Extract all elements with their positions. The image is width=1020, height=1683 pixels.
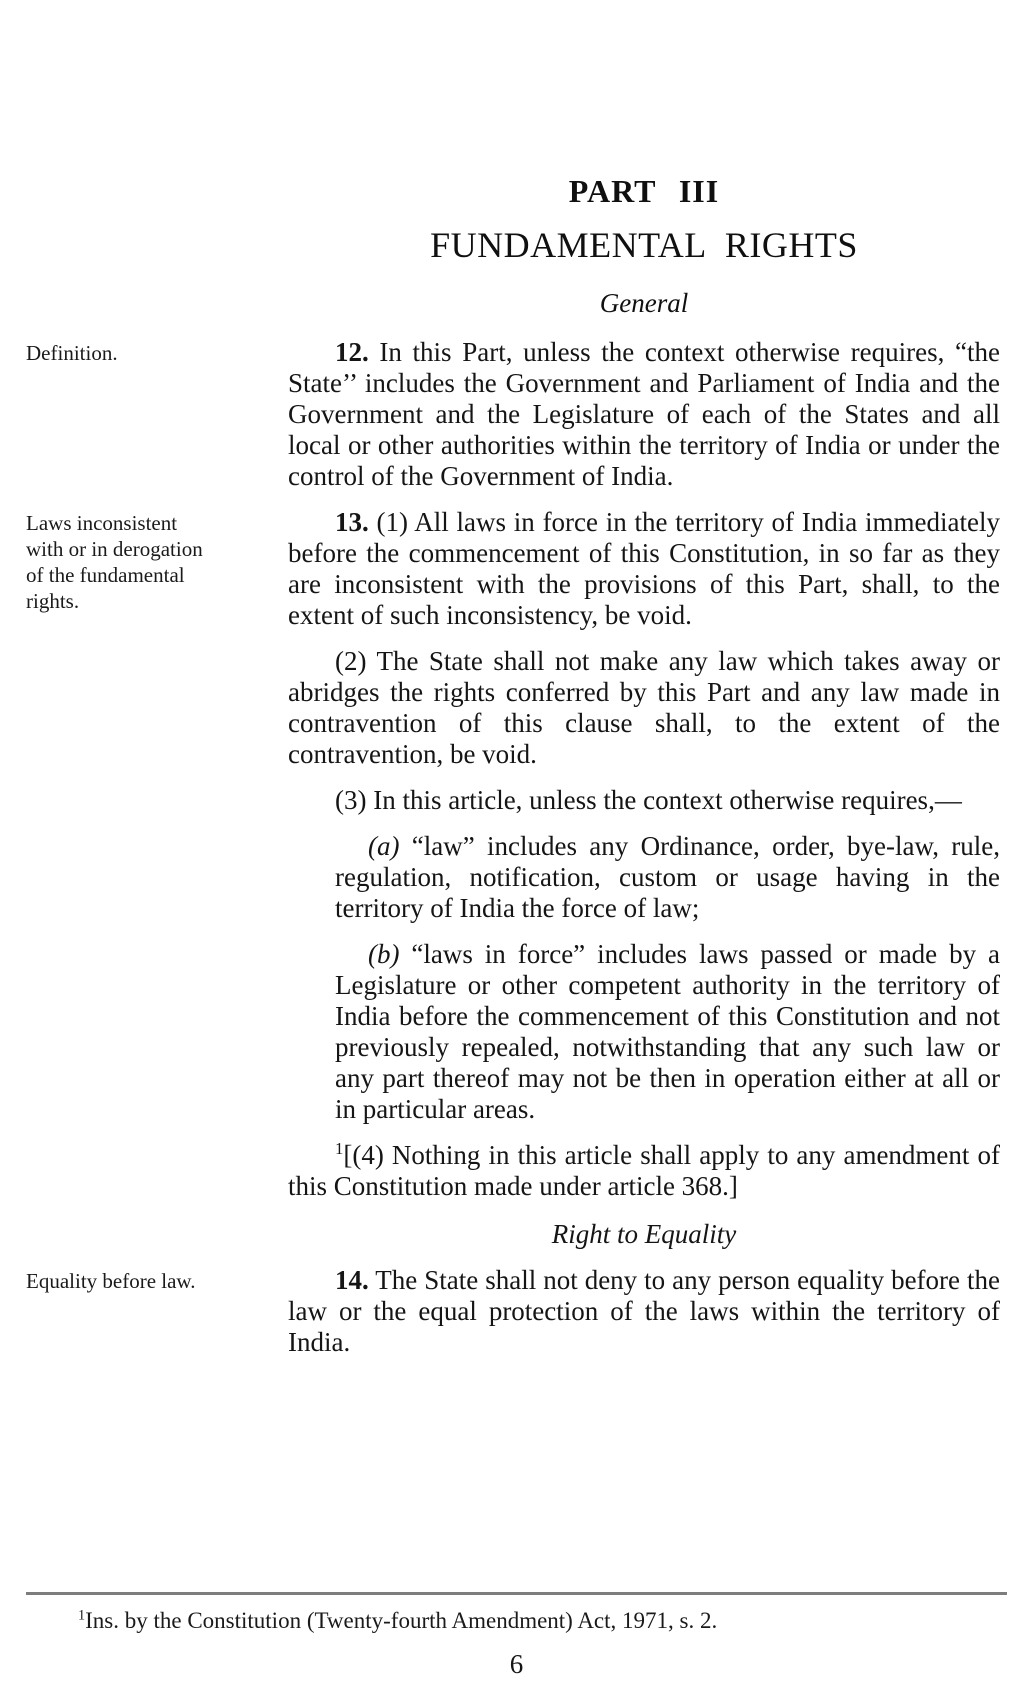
page-header: [288, 175, 1000, 319]
article-14-number: 14.: [335, 1265, 369, 1295]
body-column: [288, 507, 1000, 1265]
article-12-number: 12.: [335, 337, 369, 367]
article-13-clause-3b: [335, 939, 1000, 1125]
article-13-clause-1-text: (1) All laws in force in the territory of India immediately before the commencement of this Constitution, in so far as they are inconsistent with the provisions of this Part, shall, to the extent of such inconsistency, be void.: [288, 507, 1000, 630]
article-14-text: The State shall not deny to any person equality before the law or the equal protection of the laws within the territory of India.: [288, 1265, 1000, 1357]
footnote-superscript: 1: [78, 1607, 86, 1624]
footnote-rule: [26, 1592, 1007, 1595]
document-title: FUNDAMENTAL RIGHTS: [430, 225, 858, 265]
article-14-paragraph: [288, 1265, 1000, 1358]
article-14-row: [26, 1265, 1000, 1373]
page-number: 6: [509, 1649, 524, 1679]
body-column: [288, 1265, 1000, 1373]
footnote-text: Ins. by the Constitution (Twenty-fourth Amendment) Act, 1971, s. 2.: [85, 1608, 718, 1633]
article-12-paragraph: [288, 337, 1000, 492]
article-12-row: [26, 337, 1000, 507]
article-13-clause-3a: [335, 831, 1000, 924]
clause-4-text: [(4) Nothing in this article shall apply to any amendment of this Constitution made under article 368.]: [288, 1140, 1000, 1201]
article-13-row: [26, 507, 1000, 1265]
body-column: [288, 337, 1000, 507]
section-heading-right-to-equality: Right to Equality: [551, 1219, 737, 1249]
margin-note-definition: Definition.: [26, 341, 118, 365]
margin-note-column: [26, 507, 288, 614]
part-heading: PART III: [568, 173, 720, 209]
margin-note-equality: Equality before law.: [26, 1269, 196, 1293]
page-footer: [26, 1592, 1007, 1680]
article-13-number: 13.: [335, 507, 369, 537]
article-12-text: In this Part, unless the context otherwise requires, “the State’’ includes the Government and Parliament of India and the Government and the Legislature of each of the States and all local or other authorities within the territory of India or under the control of the Government of India.: [288, 337, 1000, 491]
clause-3a-text: “law” includes any Ordinance, order, bye-law, rule, regulation, notification, custom or usage having in the territory of India the force of law;: [335, 831, 1000, 923]
article-13-clause-1: [288, 507, 1000, 631]
clause-3a-marker: (a): [368, 831, 400, 861]
section-heading-general: General: [599, 288, 689, 318]
margin-note-column: [26, 1265, 288, 1294]
article-13-clause-4: [288, 1140, 1000, 1202]
article-13-clause-3: (3) In this article, unless the context otherwise requires,—: [335, 785, 962, 815]
margin-note-column: [26, 337, 288, 366]
clause-3b-marker: (b): [368, 939, 400, 969]
margin-note-laws-inconsistent: Laws inconsistent with or in derogation of the fundamental rights.: [26, 511, 203, 613]
clause-3b-text: “laws in force” includes laws passed or made by a Legislature or other competent authority in the territory of India before the commencement of this Constitution and not previously repealed, notwithstanding that any such law or any part thereof may not be then in operation either at all or in particular areas.: [335, 939, 1000, 1124]
footnote-marker-1: 1: [335, 1139, 344, 1158]
article-13-clause-2: (2) The State shall not make any law which takes away or abridges the rights conferred by this Part and any law made in contravention of this clause shall, to the extent of the contravention, be void.: [288, 646, 1000, 769]
footnote: [26, 1607, 1007, 1635]
